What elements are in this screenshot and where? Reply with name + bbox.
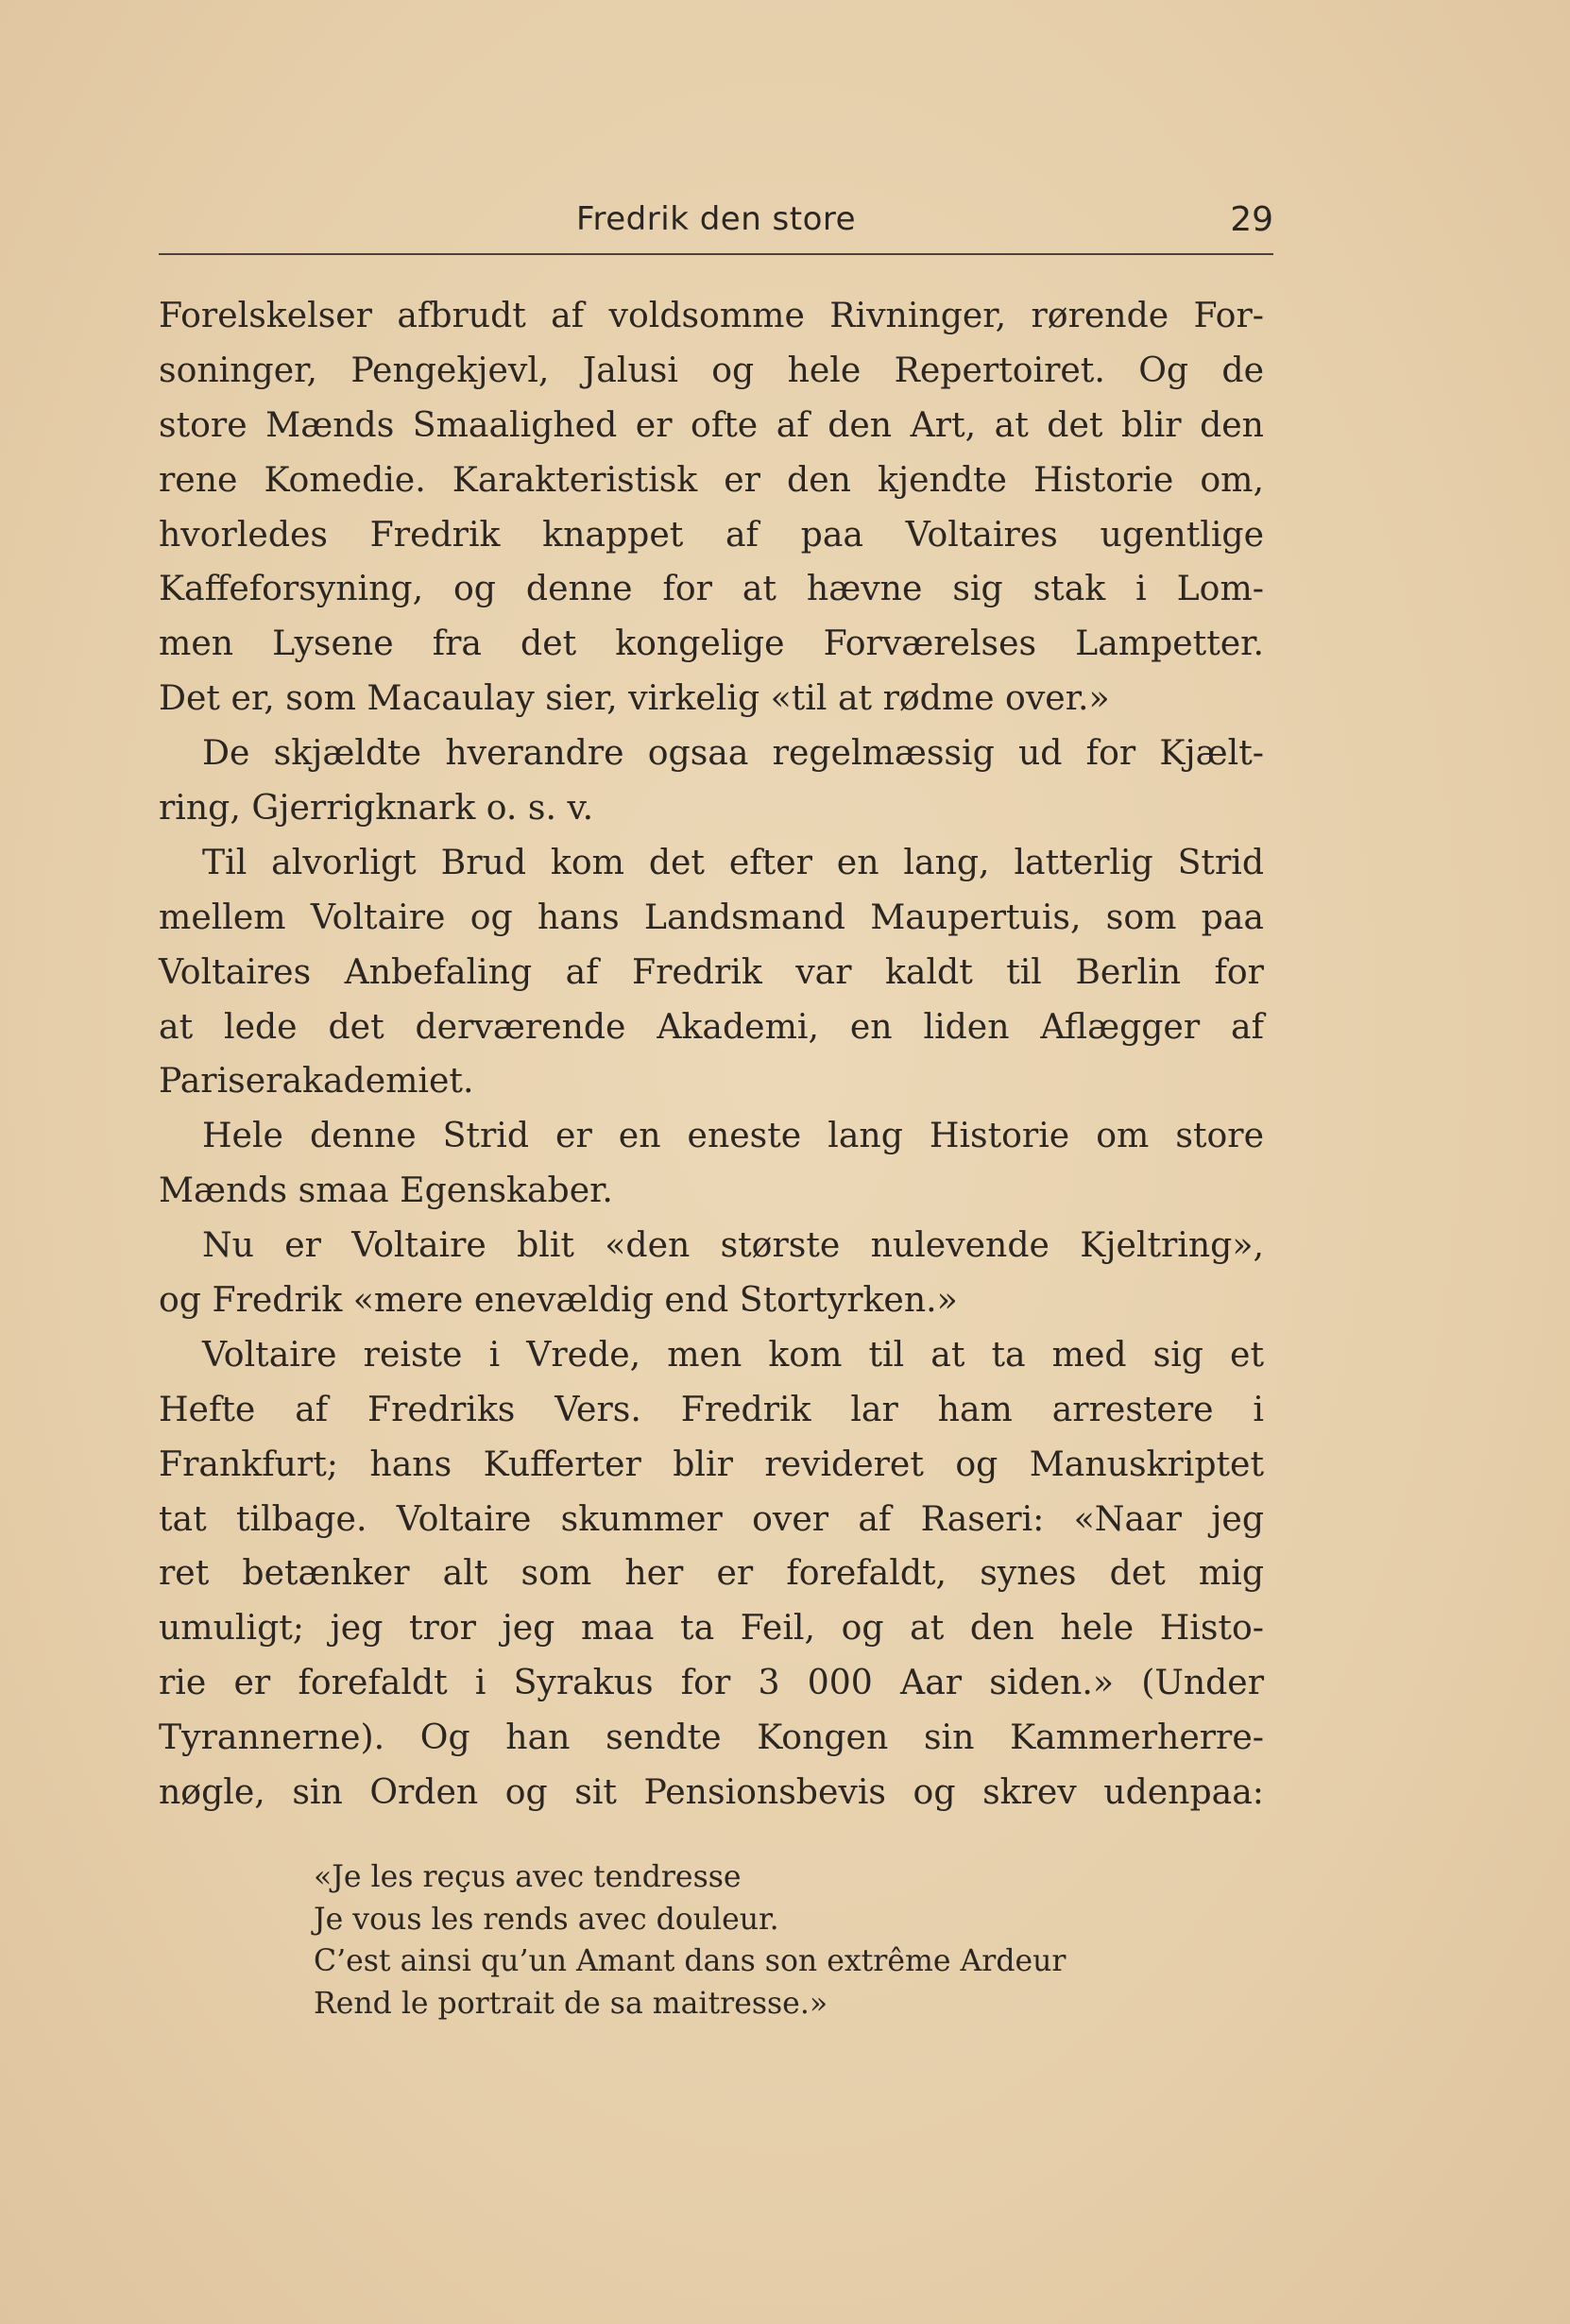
text-line: tat tilbage. Voltaire skummer over af Raseri: «Naar jeg [159, 1497, 1264, 1539]
text-line: Nu er Voltaire blit «den største nulevende Kjeltring», [202, 1224, 1264, 1266]
text-line: soninger, Pengekjevl, Jalusi og hele Repertoiret. Og de [159, 349, 1264, 390]
text-line: Til alvorligt Brud kom det efter en lang, latterlig Strid [202, 841, 1264, 882]
text-line: store Mænds Smaalighed er ofte af den Art, at det blir den [159, 403, 1264, 445]
text-line: Hele denne Strid er en eneste lang Historie om store [202, 1115, 1264, 1156]
poem-line: Je vous les rends avec douleur. [314, 1902, 779, 1937]
text-line: nøgle, sin Orden og sit Pensionsbevis og skrev udenpaa: [159, 1771, 1264, 1813]
poem-line: Rend le portrait de sa maitresse.» [314, 1986, 828, 2021]
text-line: rie er forefaldt i Syrakus for 3 000 Aar siden.» (Under [159, 1662, 1264, 1703]
text-line: Voltaires Anbefaling af Fredrik var kaldt til Berlin for [159, 950, 1264, 992]
text-line: Forelskelser afbrudt af voldsomme Rivninger, rørende For- [159, 295, 1264, 335]
text-line: De skjældte hverandre ogsaa regelmæssig ud for Kjælt- [202, 732, 1264, 774]
poem-line: C’est ainsi qu’un Amant dans son extrême Ardeur [314, 1944, 1067, 1978]
poem-line: «Je les reçus avec tendresse [314, 1860, 742, 1894]
text-line: Voltaire reiste i Vrede, men kom til at ta med sig et [202, 1333, 1264, 1375]
text-line: Mænds smaa Egenskaber. [159, 1170, 613, 1211]
text-line: Frankfurt; hans Kufferter blir revideret og Manuskriptet [159, 1443, 1264, 1484]
text-line: men Lysene fra det kongelige Forværelses Lampetter. [159, 623, 1264, 664]
text-line: umuligt; jeg tror jeg maa ta Feil, og at den hele Histo- [159, 1607, 1264, 1649]
text-line: Det er, som Macaulay sier, virkelig «til at rødme over.» [159, 677, 1110, 719]
text-line: ret betænker alt som her er forefaldt, synes det mig [159, 1552, 1264, 1594]
text-line: mellem Voltaire og hans Landsmand Maupertuis, som paa [159, 896, 1264, 937]
text-line: rene Komedie. Karakteristisk er den kjendte Historie om, [159, 458, 1264, 500]
text-line: og Fredrik «mere enevældig end Stortyrken.» [159, 1279, 958, 1321]
text-line: hvorledes Fredrik knappet af paa Voltaires ugentlige [159, 513, 1264, 555]
page-number: 29 [1230, 200, 1273, 239]
page-header [159, 200, 1273, 248]
body-text [159, 288, 1264, 1820]
text-line: Kaffeforsyning, og denne for at hævne sig stak i Lom- [159, 568, 1264, 609]
header-rule [159, 253, 1273, 255]
text-line: Tyrannerne). Og han sendte Kongen sin Kammerherre- [159, 1717, 1264, 1758]
text-line: Pariserakademiet. [159, 1060, 474, 1102]
running-title: Fredrik den store [575, 200, 857, 238]
text-line: at lede det derværende Akademi, en liden Aflægger af [159, 1005, 1264, 1047]
text-line: ring, Gjerrigknark o. s. v. [159, 787, 594, 829]
poem-quote [314, 1856, 1066, 2025]
text-line: Hefte af Fredriks Vers. Fredrik lar ham arrestere i [159, 1388, 1264, 1429]
